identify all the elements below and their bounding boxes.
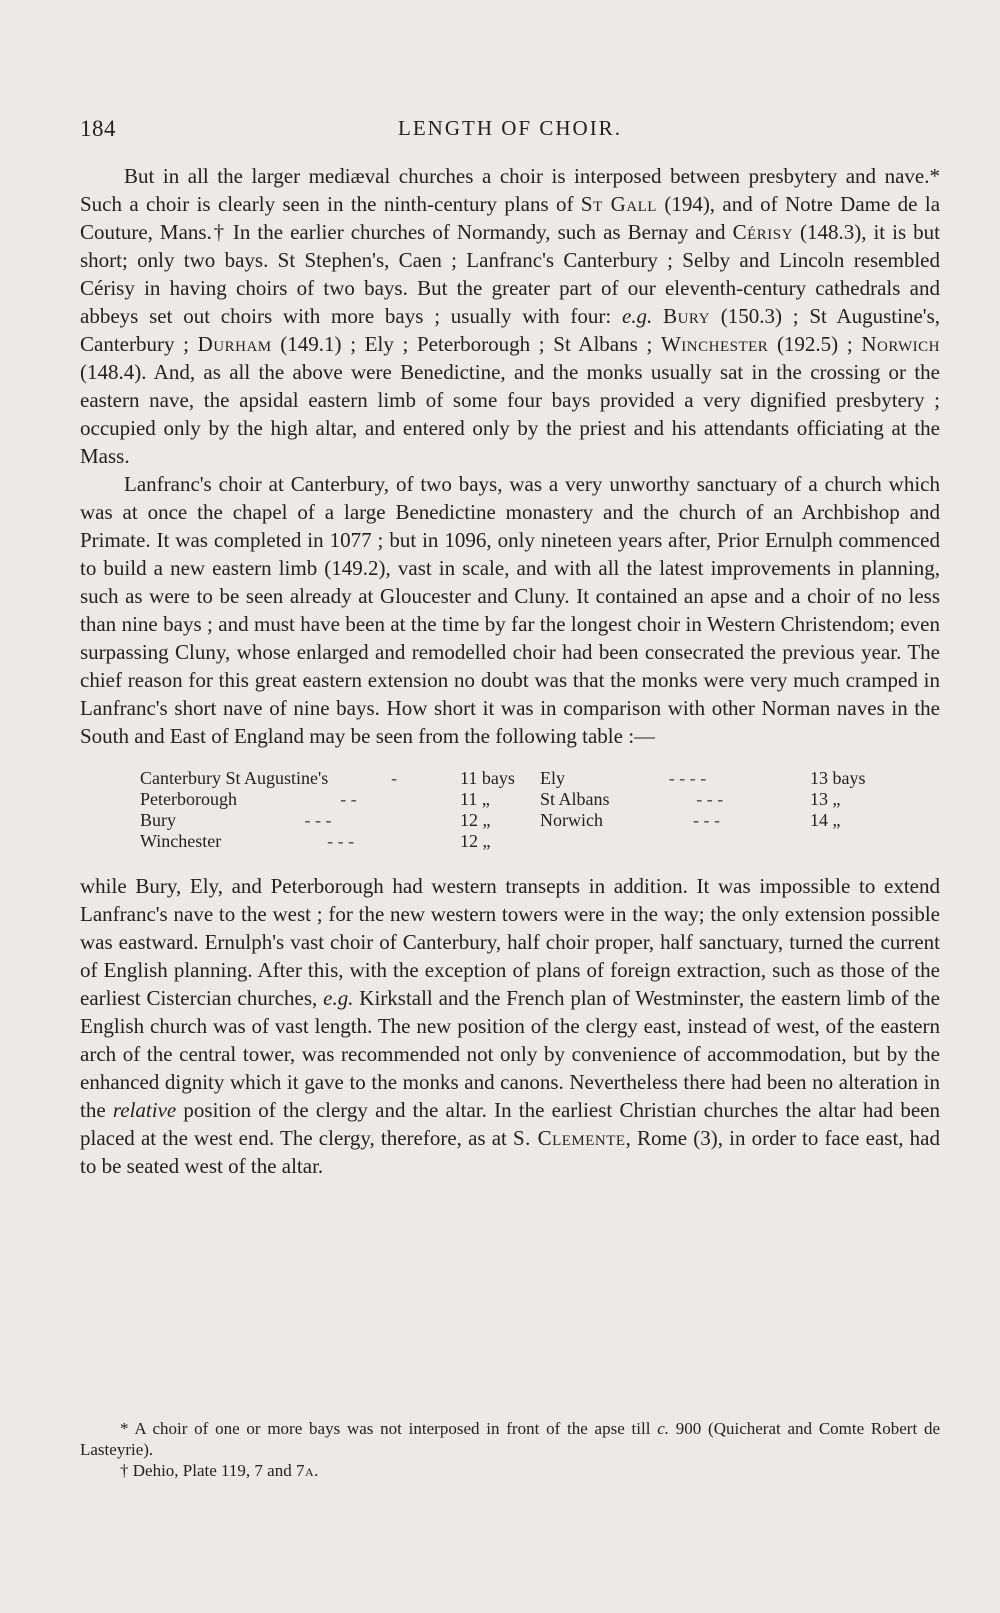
text-run: But in all the larger mediæval churches a choir is interposed between presbytery and nave.* Such a choir is clearly seen in the ninth-century plans of [80,164,940,216]
paragraph-1 [80,162,940,470]
text-run: position of the clergy and the altar. In the earliest Christian churches the altar had been placed at the west end. The clergy, therefore, as at [80,1098,940,1150]
abbrev-eg: e.g. [323,986,354,1010]
table-row [140,810,530,831]
paragraph-2: Lanfranc's choir at Canterbury, of two bays, was a very unworthy sanctuary of a church which was at once the chapel of a large Benedictine monastery and the church of an Archbishop and Primate. It was completed in 1077 ; but in 1096, only nineteen years after, Prior Ernulph commenced to build a new eastern limb (149.2), vast in scale, and with all the latest improvements in planning, such as were to be seen already at Gloucester and Cluny. It contained an apse and a choir of no less than nine bays ; and must have been at the time by far the longest choir in Western Christendom; even surpassing Cluny, whose enlarged and remodelled choir had been consecrated the previous year. The chief reason for this great eastern extension no doubt was that the monks were very much cramped in Lanfranc's short nave of nine bays. How short it was in comparison with other Norman naves in the South and East of England may be seen from the following table :— [80,472,940,748]
table-leader: - - - [327,831,355,851]
text-run: (192.5) ; [768,332,862,356]
plan-ref-cerisy: Cérisy [732,220,793,244]
text-run: , Rome (3), in order to face east, had to be seated west of the altar. [80,1126,940,1178]
table-leader: - [391,768,398,788]
text-run: . [314,1461,319,1480]
table-row [540,789,880,810]
table-cell-count: 13 „ [810,789,841,809]
running-title: LENGTH OF CHOIR. [398,116,622,140]
table-cell-place: Ely [540,768,565,788]
text-run: while Bury, Ely, and Peterborough had western transepts in addition. It was impossible to extend Lanfranc's nave to the west ; for the new western towers were in the way; the only extension possible was eastward. Ernulph's vast choir of Canterbury, half choir proper, half sanctuary, turned the current of English planning. After this, with the exception of plans of foreign extraction, such as those of the earliest Cistercian churches, [80,874,940,1010]
table-row [140,768,530,789]
table-column-left [140,768,530,852]
text-run: Kirkstall and the French plan of Westminster, the eastern limb of the English church was of vast length. The new position of the clergy east, instead of west, of the eastern arch of the central tower, was recommended not only by convenience of accommodation, but by the enhanced dignity which it gave to the monks and canons. Nevertheless there had been no alteration in the [80,986,940,1122]
plan-ref-st-gall: St Gall [580,192,657,216]
table-leader: - - - [696,789,724,809]
table-leader: - - - - [668,768,707,788]
nave-bays-table [80,758,940,868]
table-cell-place: Norwich [540,810,603,830]
table-leader: - - - [304,810,332,830]
paragraph-3 [80,872,940,1180]
text-run: † Dehio, Plate 119, 7 and [120,1461,296,1480]
abbrev-circa: c. [657,1419,669,1438]
table-cell-count: 12 „ [460,810,491,830]
abbrev-eg: e.g. [621,304,653,328]
after-table-text [80,872,940,1180]
table-cell-count: 11 „ [460,789,490,809]
table-cell-count: 14 „ [810,810,841,830]
text-run: (150.3) ; St Augustine's, Canterbury ; [80,304,940,356]
plan-ref-norwich: Norwich [861,332,940,356]
table-cell-place: Winchester [140,831,222,851]
text-run: (149.1) ; Ely ; Peterborough ; St Albans ; [271,332,661,356]
table-row [140,789,530,810]
plate-ref: 7a [295,1461,315,1480]
table-cell-place: Bury [140,810,176,830]
table-cell-count: 13 bays [810,768,866,788]
plan-ref-winchester: Winchester [660,332,769,356]
text-run: * A choir of one or more bays was not interposed in front of the apse till [120,1419,658,1438]
table-cell-count: 11 bays [460,768,515,788]
table-leader: - - [340,789,357,809]
body-text [80,162,940,1180]
text-run: 900 (Quicherat and Comte Robert de Lasteyrie). [80,1419,941,1459]
table-cell-place: Peterborough [140,789,237,809]
footnote-1 [80,1418,940,1460]
page-header [80,116,940,146]
table-column-right [540,768,880,831]
table-cell-place: St Albans [540,789,610,809]
footnotes [80,1418,940,1481]
table-row [540,810,880,831]
italic-relative: relative [112,1098,177,1122]
footnote-2 [80,1460,940,1481]
plan-ref-bury: Bury [663,304,710,328]
text-run: (148.3), it is but short; only two bays. St Stephen's, Caen ; Lanfranc's Canterbury ; Selby and Lincoln resembled Cérisy in having choirs of two bays. But the greater part of our eleventh-century cathedrals and abbeys set out choirs with more bays ; usually with four: [80,220,940,328]
plan-ref-s-clemente: S. Clemente [513,1126,626,1150]
table-leader: - - - [693,810,720,830]
text-run: (194), and of Notre Dame de la Couture, Mans.† In the earlier churches of Normandy, such as Bernay and [80,192,941,244]
plan-ref-durham: Durham [197,332,272,356]
table-row [540,768,880,789]
text-run: (148.4). And, as all the above were Benedictine, and the monks usually sat in the crossing or the eastern nave, the apsidal eastern limb of some four bays provided a very dignified presbytery ; occupied only by the high altar, and entered only by the priest and his attendants officiating at the Mass. [80,360,940,468]
table-row [140,831,530,852]
table-cell-place: Canterbury St Augustine's [140,768,329,788]
page-number: 184 [80,116,116,141]
table-cell-count: 12 „ [460,831,491,851]
